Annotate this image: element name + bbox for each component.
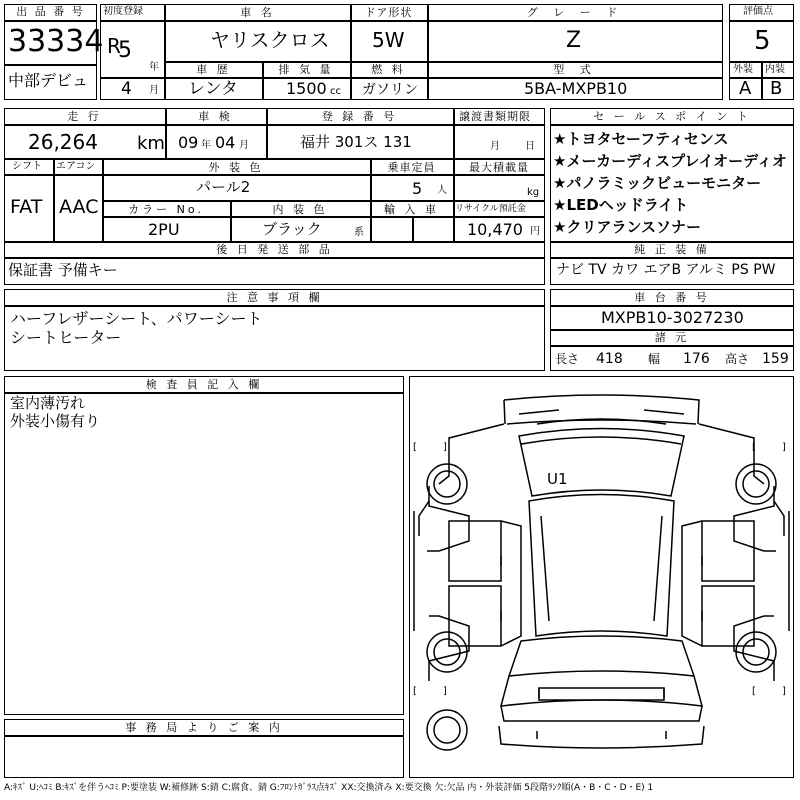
fuel-label: 燃 料 — [371, 63, 406, 76]
car-name-label: 車 名 — [240, 6, 275, 19]
inspector-line: 外装小傷有り — [10, 412, 101, 430]
score: 5 — [754, 26, 771, 56]
auction-number: 33334 — [8, 24, 104, 59]
registration-number: 福井 301ス 131 — [300, 133, 412, 151]
bracket: [ — [752, 442, 756, 453]
reg-month: 4 — [121, 79, 132, 99]
shift-label: シフト — [12, 161, 42, 172]
notes-label: 注 意 事 項 欄 — [226, 291, 323, 304]
max-load-label: 最大積載量 — [469, 161, 529, 174]
ac-label: エアコン — [56, 161, 96, 172]
exterior-label: 外装 — [733, 64, 753, 75]
interior-label: 内装 — [765, 64, 785, 75]
height: 159 — [762, 351, 789, 367]
chassis-label: 車 台 番 号 — [634, 291, 710, 304]
reg-year: 5 — [118, 38, 132, 63]
import-label: 輸 入 車 — [384, 203, 439, 216]
parts: 保証書 予備キー — [8, 261, 118, 279]
mileage-unit: km — [137, 133, 165, 154]
exterior-color-label: 外 装 色 — [208, 161, 264, 174]
reg-month-unit: 月 — [149, 85, 159, 96]
length-label: 長さ — [555, 352, 580, 366]
displacement: 1500 — [286, 79, 327, 98]
sales-point: ★LEDヘッドライト — [553, 196, 689, 214]
car-diagram — [409, 376, 794, 778]
sales-points-label: セ ー ル ス ポ イ ン ト — [593, 110, 751, 123]
equipment-label: 純 正 装 備 — [634, 243, 710, 256]
model: 5BA-MXPB10 — [524, 79, 628, 98]
interior-color-unit: 系 — [354, 227, 364, 238]
first-registration-label: 初度登録 — [103, 6, 143, 17]
grade: Z — [566, 28, 582, 53]
recycle-amount: 10,470 — [467, 220, 523, 239]
mileage-label: 走 行 — [67, 110, 102, 123]
interior-grade: B — [770, 78, 783, 99]
height-label: 高さ — [725, 352, 750, 366]
auction-number-label: 出 品 番 号 — [16, 5, 85, 18]
capacity-unit: 人 — [437, 185, 447, 196]
exterior-grade: A — [739, 78, 752, 99]
inspection-year: 09 — [178, 133, 199, 152]
note-line: ハーフレザーシート、パワーシート — [10, 309, 263, 328]
chassis-number: MXPB10-3027230 — [601, 308, 744, 327]
color-number-label: カラー No. — [128, 203, 204, 216]
score-label: 評価点 — [743, 6, 773, 17]
model-label: 型 式 — [553, 63, 597, 76]
dimensions-label: 諸 元 — [654, 331, 690, 344]
displacement-unit: cc — [330, 86, 341, 97]
parts-label: 後 日 発 送 部 品 — [216, 243, 333, 256]
ac: AAC — [59, 196, 99, 218]
history-label: 車 歴 — [196, 63, 231, 76]
recycle-unit: 円 — [530, 226, 540, 237]
bracket: ] — [443, 442, 447, 453]
sales-point: ★トヨタセーフティセンス — [553, 130, 729, 148]
registration-number-label: 登 録 番 号 — [321, 110, 398, 123]
displacement-label: 排 気 量 — [278, 63, 334, 76]
grade-label: グ レ ー ド — [526, 6, 624, 19]
sales-point: ★パノラミックビューモニター — [553, 174, 762, 192]
inspection-year-unit: 年 — [201, 140, 211, 151]
bracket: [ — [413, 686, 417, 697]
inspection-month-unit: 月 — [239, 140, 249, 151]
length: 418 — [596, 351, 623, 367]
fuel: ガソリン — [362, 82, 418, 98]
interior-color-label: 内 装 色 — [272, 203, 328, 216]
interior-color: ブラック — [262, 220, 322, 238]
reg-year-unit: 年 — [149, 62, 159, 73]
inspector-label: 検 査 員 記 入 欄 — [145, 378, 263, 391]
bracket: ] — [443, 686, 447, 697]
history: レンタ — [188, 79, 238, 99]
era: R — [107, 34, 121, 58]
door-type: 5W — [372, 28, 405, 52]
bracket: ] — [782, 686, 786, 697]
inspection-label: 車 検 — [198, 110, 233, 123]
exterior-color: パール2 — [196, 178, 251, 196]
debut-label: 中部デビュ — [8, 71, 89, 90]
note-line: シートヒーター — [10, 328, 122, 347]
equipment: ナビ TV カワ エアB アルミ PS PW — [556, 262, 776, 278]
recycle-label: リサイクル預託金 — [455, 204, 526, 214]
car-name: ヤリスクロス — [210, 28, 330, 52]
color-number: 2PU — [148, 220, 180, 239]
transfer-day-unit: 日 — [525, 141, 535, 152]
door-label: ドア形状 — [364, 6, 413, 19]
inspector-line: 室内薄汚れ — [10, 394, 86, 412]
office-label: 事 務 局 よ り ご 案 内 — [125, 721, 283, 734]
transfer-deadline-label: 譲渡書類期限 — [459, 110, 531, 123]
sales-point: ★メーカーディスプレイオーディオ — [553, 152, 787, 170]
width: 176 — [683, 351, 710, 367]
legend: A:ｷｽﾞ U:ﾍｺﾐ B:ｷｽﾞを伴うﾍｺﾐ P:要塗装 W:補修跡 S:錆 C:腐食、錆 G:ﾌﾛﾝﾄｶﾞﾗｽ点ｷｽﾞ XX:交換済み X:要交換 欠:欠品 内・外装評価 5段階ﾗﾝｸ順(A・B・C・D・E) 1 — [4, 783, 654, 793]
bracket: ] — [782, 442, 786, 453]
sales-point: ★クリアランスソナー — [553, 218, 701, 236]
inspection-month: 04 — [215, 133, 236, 152]
max-load-unit: kg — [527, 187, 540, 198]
bracket: [ — [413, 442, 417, 453]
shift: FAT — [10, 196, 43, 218]
width-label: 幅 — [648, 352, 661, 366]
damage-mark: U1 — [547, 470, 568, 488]
capacity: 5 — [412, 179, 423, 198]
bracket: [ — [752, 686, 756, 697]
capacity-label: 乗車定員 — [387, 161, 436, 174]
mileage: 26,264 — [28, 130, 98, 154]
transfer-month-unit: 月 — [490, 141, 500, 152]
